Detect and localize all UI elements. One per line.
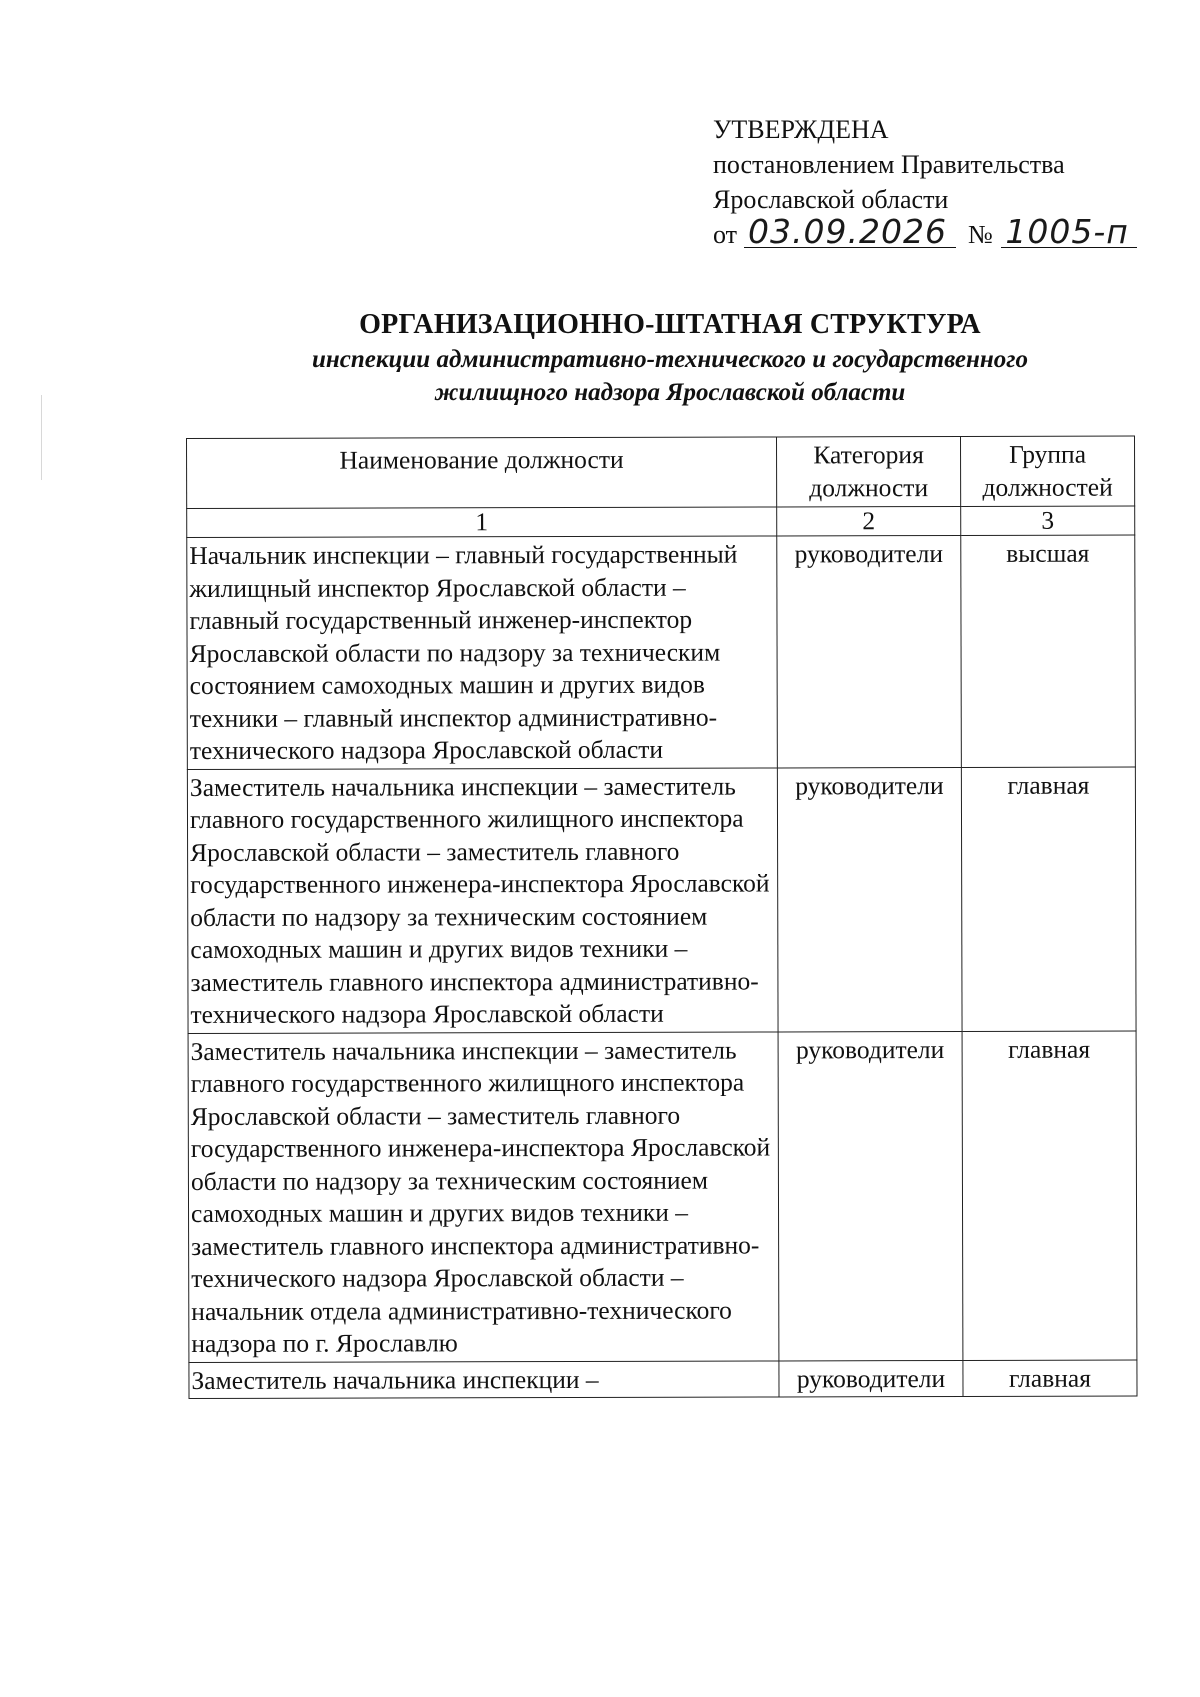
title-sub-2: жилищного надзора Ярославской области bbox=[434, 379, 906, 406]
table-row bbox=[187, 535, 1136, 769]
group-cell: главная bbox=[962, 1031, 1137, 1360]
title-sub-1: инспекции административно-технического и государственного bbox=[311, 346, 1029, 373]
column-number-1: 1 bbox=[187, 507, 777, 538]
approval-line-2: Ярославской области bbox=[713, 185, 949, 214]
position-name-cell: Заместитель начальника инспекции – bbox=[189, 1360, 779, 1398]
table-header-row bbox=[187, 436, 1135, 508]
header-position-name: Наименование должности bbox=[187, 437, 777, 509]
number-sign: № bbox=[968, 220, 993, 249]
category-cell: руководители bbox=[778, 1031, 963, 1360]
approval-stamp-block bbox=[713, 112, 1153, 252]
title-main: ОРГАНИЗАЦИОННО-ШТАТНАЯ СТРУКТУРА bbox=[359, 309, 981, 340]
position-name-cell: Заместитель начальника инспекции – заместитель главного государственного жилищного инспектора Ярославской области – заместитель главного государственного инженера-инспектора Ярославской области по надзору за техническим состоянием самоходных машин и других видов техники – заместитель главного инспектора административно-технического надзора Ярославской области bbox=[187, 767, 778, 1033]
group-cell: главная bbox=[961, 767, 1136, 1031]
table-row bbox=[188, 1031, 1137, 1362]
category-cell: руководители bbox=[777, 767, 962, 1031]
group-cell: высшая bbox=[961, 535, 1136, 767]
table-row bbox=[187, 767, 1136, 1033]
approval-heading: УТВЕРЖДЕНА bbox=[713, 115, 889, 144]
category-cell: руководители bbox=[777, 535, 962, 767]
column-number-3: 3 bbox=[961, 506, 1135, 535]
scan-margin-mark bbox=[41, 395, 42, 480]
header-category: Категория должности bbox=[776, 436, 960, 506]
column-number-2: 2 bbox=[777, 506, 961, 535]
header-group: Группа должностей bbox=[960, 436, 1134, 506]
approval-line-1: постановлением Правительства bbox=[713, 150, 1065, 179]
column-number-row bbox=[187, 506, 1135, 537]
group-cell: главная bbox=[963, 1360, 1137, 1397]
handwritten-number: 1005-п bbox=[1001, 217, 1136, 248]
approval-date-line bbox=[713, 212, 1153, 252]
position-name-cell: Заместитель начальника инспекции – заместитель главного государственного жилищного инспектора Ярославской области – заместитель главного государственного инженера-инспектора Ярославской области по надзору за техническим состоянием самоходных машин и других видов техники – заместитель главного инспектора административно-технического надзора Ярославской области – начальник отдела административно-технического надзора по г. Ярославлю bbox=[188, 1031, 779, 1362]
document-title bbox=[200, 307, 1140, 409]
table-row bbox=[189, 1360, 1137, 1399]
staff-structure-table bbox=[186, 436, 1138, 1399]
category-cell: руководители bbox=[779, 1360, 963, 1397]
handwritten-date: 03.09.2026 bbox=[744, 217, 956, 248]
date-prefix: от bbox=[713, 220, 738, 249]
position-name-cell: Начальник инспекции – главный государственный жилищный инспектор Ярославской области – главный государственный инженер-инспектор Ярославской области по надзору за техническим состоянием самоходных машин и других видов техники – главный инспектор административно-технического надзора Ярославской области bbox=[187, 536, 778, 769]
